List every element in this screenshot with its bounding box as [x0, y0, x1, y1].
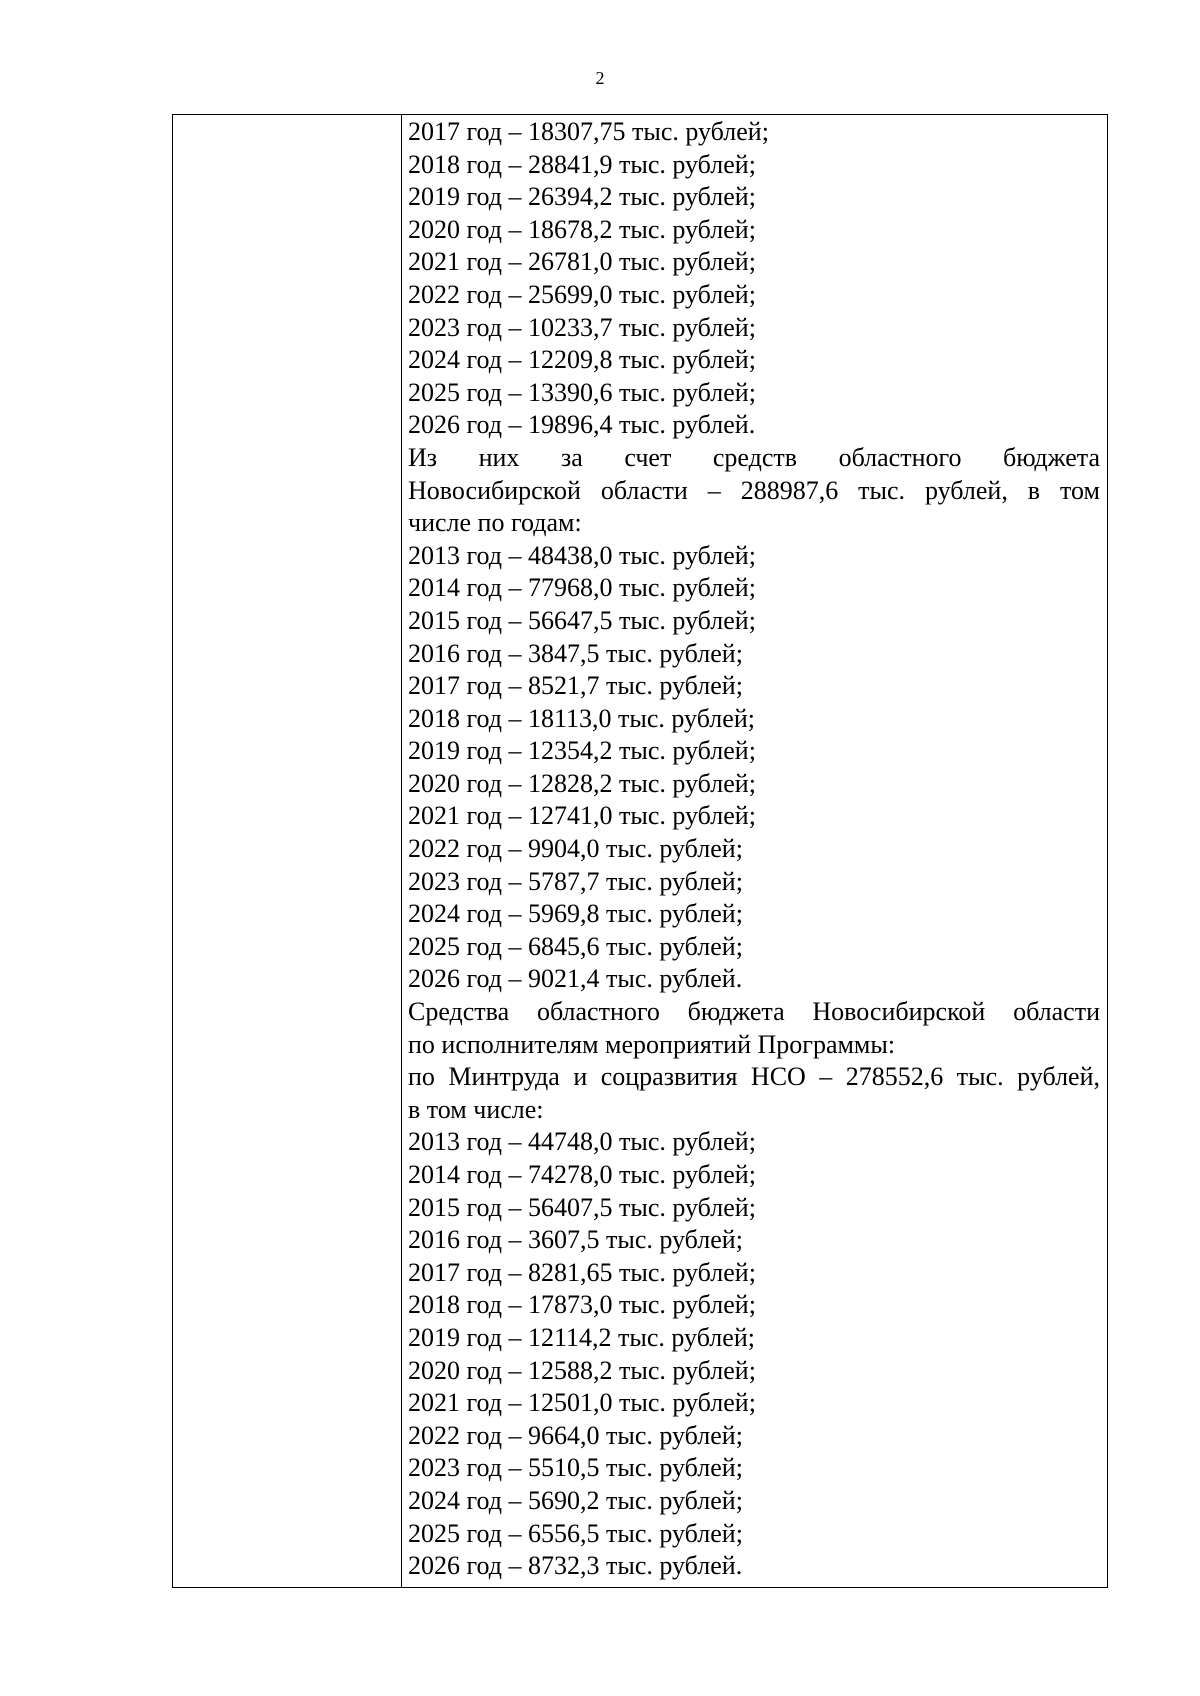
year-funding-line: 2025 год – 6556,5 тыс. рублей;	[408, 1518, 743, 1548]
paragraph-line: Из них за счет средств областного бюджета	[408, 442, 1100, 472]
year-funding-line: 2026 год – 8732,3 тыс. рублей.	[408, 1551, 743, 1581]
year-funding-line: 2024 год – 12209,8 тыс. рублей;	[408, 345, 756, 375]
year-funding-line: 2013 год – 44748,0 тыс. рублей;	[408, 1127, 756, 1157]
year-funding-line: 2022 год – 25699,0 тыс. рублей;	[408, 279, 756, 309]
year-funding-line: 2015 год – 56647,5 тыс. рублей;	[408, 605, 756, 635]
ministry-by-year-list	[408, 1126, 1100, 1582]
year-funding-line: 2021 год – 12741,0 тыс. рублей;	[408, 801, 756, 831]
year-funding-line: 2017 год – 18307,75 тыс. рублей;	[408, 117, 769, 146]
paragraph-line: Новосибирской области – 288987,6 тыс. рублей, в том	[408, 475, 1100, 505]
paragraph-line: числе по годам:	[408, 508, 582, 538]
year-funding-line: 2024 год – 5969,8 тыс. рублей;	[408, 899, 743, 929]
year-funding-line: 2023 год – 5510,5 тыс. рублей;	[408, 1453, 743, 1483]
year-funding-line: 2020 год – 18678,2 тыс. рублей;	[408, 214, 756, 244]
year-funding-line: 2022 год – 9664,0 тыс. рублей;	[408, 1420, 743, 1450]
year-funding-line: 2024 год – 5690,2 тыс. рублей;	[408, 1485, 743, 1515]
year-funding-line: 2026 год – 9021,4 тыс. рублей.	[408, 964, 743, 994]
year-funding-line: 2014 год – 74278,0 тыс. рублей;	[408, 1160, 756, 1189]
year-funding-line: 2019 год – 12354,2 тыс. рублей;	[408, 736, 756, 766]
year-funding-line: 2014 год – 77968,0 тыс. рублей;	[408, 573, 756, 603]
table-right-cell	[408, 116, 1100, 1583]
year-funding-line: 2016 год – 3607,5 тыс. рублей;	[408, 1225, 743, 1255]
year-funding-line: 2023 год – 10233,7 тыс. рублей;	[408, 312, 756, 342]
regional-budget-paragraph	[408, 442, 1100, 540]
year-funding-line: 2022 год – 9904,0 тыс. рублей;	[408, 834, 743, 864]
year-funding-line: 2013 год – 48438,0 тыс. рублей;	[408, 540, 756, 570]
year-funding-line: 2018 год – 18113,0 тыс. рублей;	[408, 703, 755, 733]
paragraph-line: в том числе:	[408, 1094, 544, 1124]
year-funding-line: 2018 год – 28841,9 тыс. рублей;	[408, 149, 756, 179]
year-funding-line: 2021 год – 12501,0 тыс. рублей;	[408, 1388, 756, 1418]
year-funding-line: 2026 год – 19896,4 тыс. рублей.	[408, 410, 756, 440]
year-funding-line: 2023 год – 5787,7 тыс. рублей;	[408, 866, 743, 896]
year-funding-line: 2016 год – 3847,5 тыс. рублей;	[408, 638, 743, 668]
year-funding-line: 2019 год – 26394,2 тыс. рублей;	[408, 182, 756, 212]
year-funding-line: 2025 год – 13390,6 тыс. рублей;	[408, 377, 756, 407]
page-number: 2	[595, 68, 605, 88]
year-funding-line: 2017 год – 8521,7 тыс. рублей;	[408, 671, 743, 701]
year-funding-line: 2015 год – 56407,5 тыс. рублей;	[408, 1192, 756, 1222]
year-funding-line: 2018 год – 17873,0 тыс. рублей;	[408, 1290, 756, 1320]
paragraph-line: Средства областного бюджета Новосибирской области	[408, 997, 1100, 1027]
year-funding-line: 2019 год – 12114,2 тыс. рублей;	[408, 1322, 755, 1352]
year-funding-line: 2021 год – 26781,0 тыс. рублей;	[408, 247, 756, 277]
paragraph-line: по исполнителям мероприятий Программы:	[408, 1029, 896, 1059]
total-funding-by-year-list	[408, 116, 1100, 442]
year-funding-line: 2020 год – 12588,2 тыс. рублей;	[408, 1355, 756, 1385]
program-funding-table	[172, 114, 1108, 1588]
table-left-cell-empty	[173, 115, 402, 1587]
paragraph-line: по Минтруда и соцразвития НСО – 278552,6 тыс. рублей,	[408, 1062, 1100, 1092]
ministry-paragraph	[408, 1061, 1100, 1126]
year-funding-line: 2025 год – 6845,6 тыс. рублей;	[408, 931, 743, 961]
executors-paragraph	[408, 996, 1100, 1061]
year-funding-line: 2017 год – 8281,65 тыс. рублей;	[408, 1257, 756, 1287]
regional-budget-by-year-list	[408, 540, 1100, 996]
year-funding-line: 2020 год – 12828,2 тыс. рублей;	[408, 768, 756, 798]
